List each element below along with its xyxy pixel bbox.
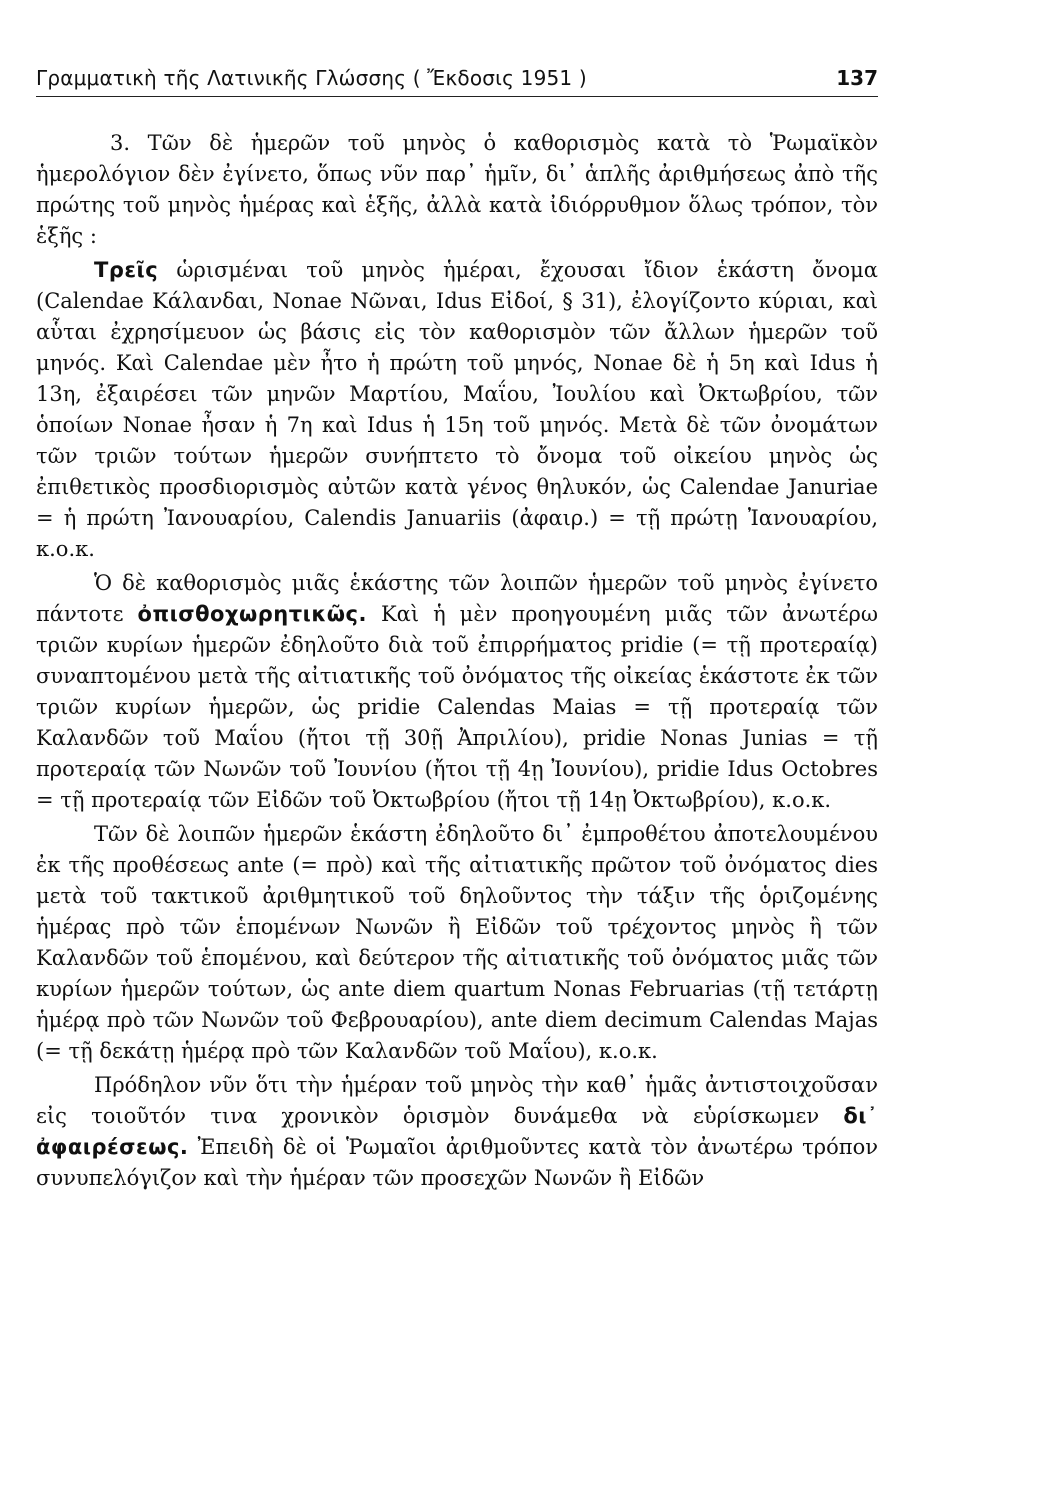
paragraph-text: ὡρισμέναι τοῦ μηνὸς ἡμέραι, ἔχουσαι ἴδιον ἑκάστη ὄνομα (Calendae Κάλανδαι, Nonae Νῶναι, Idus Εἰδοί, § 31), ἐλογίζοντο κύριαι, καὶ αὗται ἐχρησίμευον ὡς βάσις εἰς τὸν καθορισμὸν τῶν ἄλλων ἡμερῶν τοῦ μηνός. Καὶ Calendae μὲν ἦτο ἡ πρώτη τοῦ μηνός, Nonae δὲ ἡ 5η καὶ Idus ἡ 13η, ἐξαιρέσει τῶν μηνῶν Μαρτίου, Μαΐου, Ἰουλίου καὶ Ὀκτωβρίου, τῶν ὁποίων Nonae ἦσαν ἡ 7η καὶ Idus ἡ 15η τοῦ μηνός. Μετὰ δὲ τῶν ὀνομάτων τῶν τριῶν τούτων ἡμερῶν συνήπτετο τὸ ὄνομα τοῦ οἰκείου μηνὸς ὡς ἐπιθετικὸς προσδιορισμὸς αὐτῶν κατὰ γένος θηλυκόν, ὡς Calendae Januriae = ἡ πρώτη Ἰανουαρίου, Calendis Januariis (ἀφαιρ.) = τῇ πρώτῃ Ἰανουαρίου, κ.ο.κ. xyxy=(36,258,878,561)
emphasis-opisthochoretikos: ὀπισθοχωρητικῶς. xyxy=(137,602,367,626)
paragraph-text: 3. Τῶν δὲ ἡμερῶν τοῦ μηνὸς ὁ καθορισμὸς κατὰ τὸ Ῥωμαϊκὸν ἡμερολόγιον δὲν ἐγίνετο, ὅπως νῦν παρ᾽ ἡμῖν, δι᾽ ἁπλῆς ἀριθμήσεως ἀπὸ τῆς πρώτης τοῦ μηνὸς ἡμέρας καὶ ἑξῆς, ἀλλὰ κατὰ ἰδιόρρυθμον ὅλως τρόπον, τὸν ἑξῆς : xyxy=(36,131,878,248)
emphasis-treis: Τρεῖς xyxy=(94,258,159,282)
paragraph-text: Ἐπειδὴ δὲ οἱ Ῥωμαῖοι ἀριθμοῦντες κατὰ τὸν ἀνωτέρω τρόπον συνυπελόγιζον καὶ τὴν ἡμέραν τῶν προσεχῶν Νωνῶν ἢ Εἰδῶν xyxy=(36,1135,878,1190)
paragraph-1 xyxy=(36,128,878,252)
paragraph-text: Καὶ ἡ μὲν προηγουμένη μιᾶς τῶν ἀνωτέρω τριῶν κυρίων ἡμερῶν ἐδηλοῦτο διὰ τοῦ ἐπιρρήματος pridie (= τῇ προτεραίᾳ) συναπτομένου μετὰ τῆς αἰτιατικῆς τοῦ ὀνόματος τῆς οἰκείας ἑκάστοτε ἐκ τῶν τριῶν κυρίων ἡμερῶν, ὡς pridie Calendas Maias = τῇ προτεραίᾳ τῶν Καλανδῶν τοῦ Μαΐου (ἤτοι τῇ 30ῇ Ἀπριλίου), pridie Nonas Junias = τῇ προτεραίᾳ τῶν Νωνῶν τοῦ Ἰουνίου (ἤτοι τῇ 4ῃ Ἰουνίου), pridie Idus Octobres = τῇ προτεραίᾳ τῶν Εἰδῶν τοῦ Ὀκτωβρίου (ἤτοι τῇ 14ῃ Ὀκτωβρίου), κ.ο.κ. xyxy=(36,602,878,812)
page-body xyxy=(36,128,878,1194)
paragraph-5 xyxy=(36,1070,878,1194)
paragraph-text: Ὁ δὲ καθορισμὸς μιᾶς ἑκάστης τῶν λοιπῶν ἡμερῶν τοῦ μηνὸς ἐγίνετο πάντοτε xyxy=(36,571,878,626)
running-head: Γραμματικὴ τῆς Λατινικῆς Γλώσσης ( Ἔκδοσις 1951 ) xyxy=(36,66,587,90)
emphasis-di-aphaireseos: δι᾽ ἀφαιρέσεως. xyxy=(36,1104,878,1159)
paragraph-text: Πρόδηλον νῦν ὅτι τὴν ἡμέραν τοῦ μηνὸς τὴν καθ᾽ ἡμᾶς ἀντιστοιχοῦσαν εἰς τοιοῦτόν τινα χρονικὸν ὁρισμὸν δυνάμεθα νὰ εὑρίσκωμεν xyxy=(36,1073,878,1128)
page-header xyxy=(36,62,878,97)
paragraph-text: Τῶν δὲ λοιπῶν ἡμερῶν ἑκάστη ἐδηλοῦτο δι᾽ ἐμπροθέτου ἀποτελουμένου ἐκ τῆς προθέσεως ante (= πρὸ) καὶ τῆς αἰτιατικῆς πρῶτον τοῦ ὀνόματος dies μετὰ τοῦ τακτικοῦ ἀριθμητικοῦ τοῦ δηλοῦντος τὴν τάξιν τῆς ὁριζομένης ἡμέρας πρὸ τῶν ἑπομένων Νωνῶν ἢ Εἰδῶν τοῦ τρέχοντος μηνὸς ἢ τῶν Καλανδῶν τοῦ ἑπομένου, καὶ δεύτερον τῆς αἰτιατικῆς τοῦ ὀνόματος μιᾶς τῶν κυρίων ἡμερῶν τούτων, ὡς ante diem quartum Nonas Februarias (τῇ τετάρτῃ ἡμέρᾳ πρὸ τῶν Νωνῶν τοῦ Φεβρουαρίου), ante diem decimum Calendas Majas (= τῇ δεκάτῃ ἡμέρᾳ πρὸ τῶν Καλανδῶν τοῦ Μαΐου), κ.ο.κ. xyxy=(36,822,878,1063)
paragraph-2 xyxy=(36,255,878,565)
page-number: 137 xyxy=(836,66,878,90)
paragraph-4 xyxy=(36,819,878,1067)
paragraph-3 xyxy=(36,568,878,816)
